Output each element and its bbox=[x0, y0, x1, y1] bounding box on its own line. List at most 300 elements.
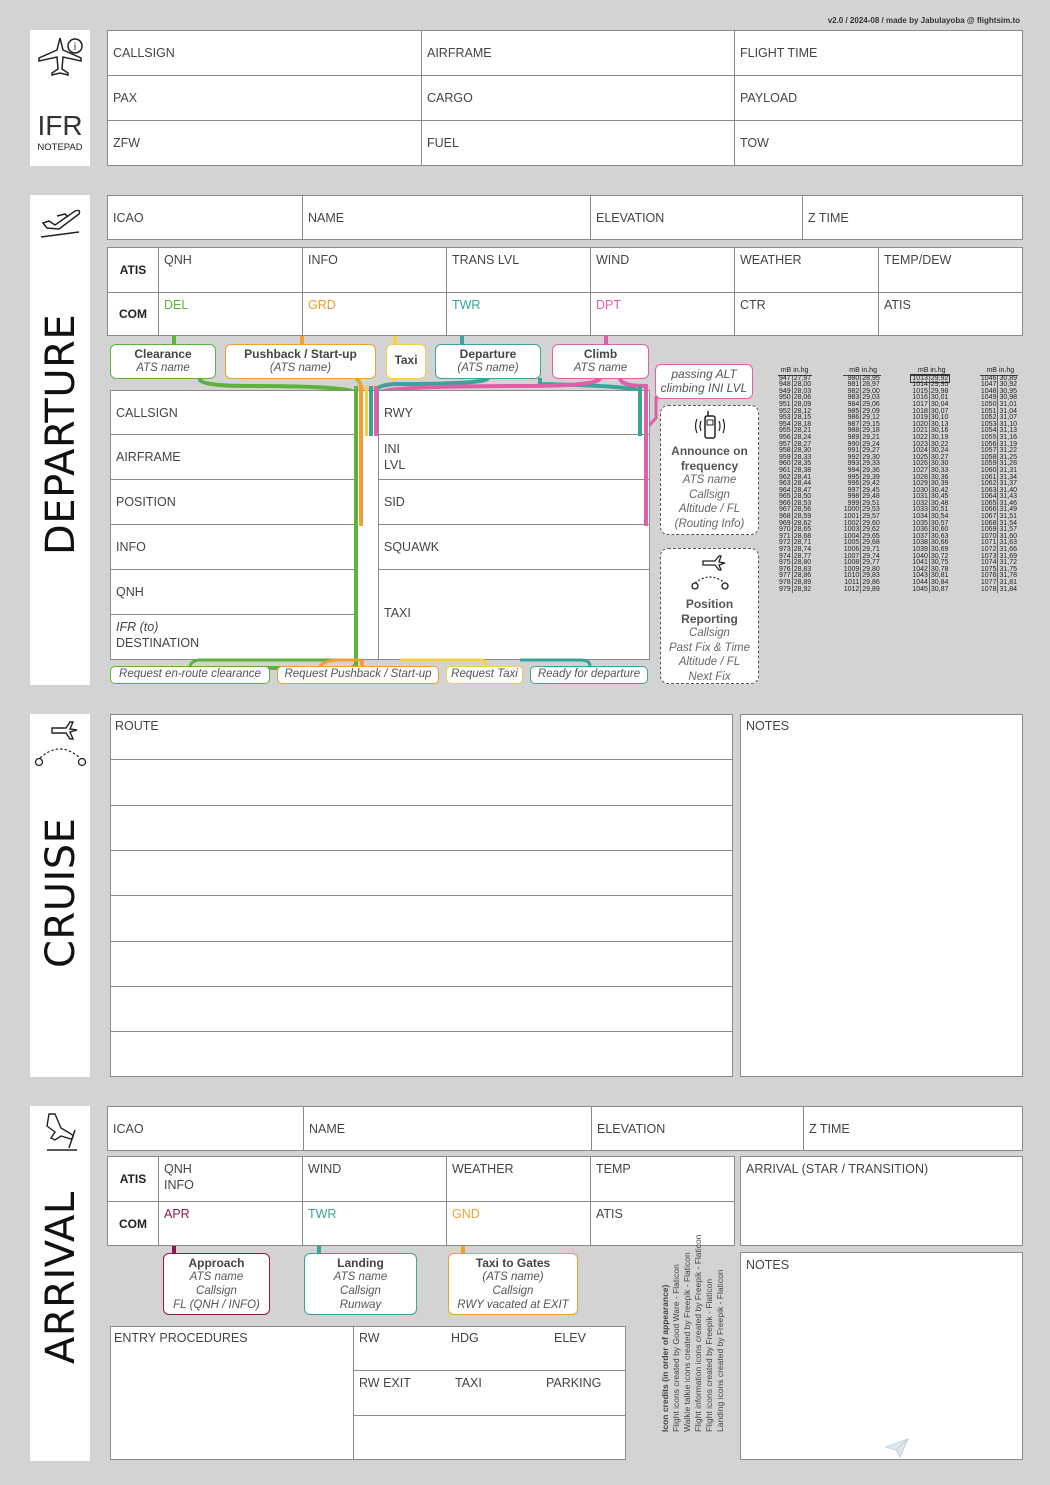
qnh-inhg-value: 31,19 bbox=[999, 440, 1017, 448]
qnh-mb-value: 1032 bbox=[912, 499, 928, 507]
qnh-mb-value: 1045 bbox=[912, 585, 928, 593]
qnh-row bbox=[778, 587, 812, 594]
qnh-mb-value: 1036 bbox=[912, 526, 928, 534]
qnh-inhg-value: 28,09 bbox=[793, 400, 812, 408]
pushback-tag bbox=[225, 344, 376, 379]
dep-temp-dew-field[interactable]: TEMP/DEW bbox=[878, 247, 1023, 293]
approach-tag-line1: ATS name bbox=[189, 1271, 244, 1283]
taxi-tag-title: Taxi bbox=[394, 353, 418, 367]
taxi-gates-tag-line3: RWY vacated at EXIT bbox=[457, 1299, 569, 1311]
callsign-field[interactable]: CALLSIGN bbox=[107, 30, 422, 76]
clr-info-field[interactable]: INFO bbox=[110, 524, 354, 570]
qnh-inhg-value: 30,98 bbox=[999, 394, 1017, 402]
arr-icao-field[interactable]: ICAO bbox=[107, 1106, 304, 1151]
qnh-mb-value: 985 bbox=[843, 409, 861, 416]
route-rule-line bbox=[110, 895, 733, 896]
qnh-inhg-value: 28,03 bbox=[793, 387, 812, 395]
qnh-inhg-value: 30,75 bbox=[930, 559, 949, 567]
qnh-mb-value: 1048 bbox=[980, 387, 997, 395]
qnh-mb-value: 1020 bbox=[912, 420, 928, 428]
qnh-mb-value: 1041 bbox=[912, 559, 928, 567]
dep-twr-freq-field[interactable]: TWR bbox=[446, 292, 591, 336]
qnh-mb-value: 996 bbox=[843, 481, 861, 488]
credits-line1: Flight icons created by Good Ware - Flaticon bbox=[671, 1264, 681, 1432]
qnh-inhg-value: 28,68 bbox=[793, 532, 812, 540]
qnh-mb-value: 1004 bbox=[843, 532, 860, 540]
qnh-inhg-value: 30,87 bbox=[930, 585, 949, 593]
payload-field[interactable]: PAYLOAD bbox=[734, 75, 1023, 121]
qnh-inhg-value: 30,04 bbox=[930, 400, 949, 408]
qnh-inhg-value: 30,78 bbox=[930, 565, 949, 573]
clr-airframe-field[interactable]: AIRFRAME bbox=[110, 434, 354, 480]
qnh-inhg-value: 30,60 bbox=[930, 526, 949, 534]
qnh-mb-value: 949 bbox=[779, 387, 791, 395]
dep-dpt-freq-field[interactable]: DPT bbox=[590, 292, 735, 336]
teal-line-right bbox=[638, 386, 642, 436]
qnh-mb-value: 1044 bbox=[912, 579, 928, 586]
arr-name-field[interactable]: NAME bbox=[303, 1106, 592, 1151]
qnh-inhg-value: 30,51 bbox=[930, 506, 949, 514]
qnh-inhg-value: 29,95 bbox=[930, 381, 949, 389]
arr-atis-freq-field[interactable]: ATIS bbox=[590, 1201, 735, 1246]
qnh-inhg-value: 28,86 bbox=[793, 572, 812, 580]
qnh-mb-value: 986 bbox=[843, 415, 861, 422]
qnh-mb-value: 1065 bbox=[980, 499, 997, 507]
orange-line bbox=[359, 386, 363, 526]
icon-credits bbox=[660, 1235, 726, 1432]
qnh-inhg-value: 31,07 bbox=[999, 414, 1017, 422]
dep-elevation-field[interactable]: ELEVATION bbox=[590, 195, 803, 240]
qnh-inhg-value: 30,42 bbox=[930, 486, 949, 494]
qnh-mb-value: 1026 bbox=[912, 460, 928, 468]
qnh-inhg-value: 28,59 bbox=[793, 513, 812, 521]
qnh-mb-value: 1000 bbox=[843, 506, 860, 514]
qnh-mb-value: 1003 bbox=[843, 526, 860, 534]
dep-atis-freq-field[interactable]: ATIS bbox=[878, 292, 1023, 336]
announce-line1: ATS name bbox=[682, 474, 737, 486]
qnh-inhg-value: 28,24 bbox=[793, 433, 812, 441]
qnh-inhg-value: 29,39 bbox=[862, 473, 880, 481]
paper-plane-icon bbox=[884, 1437, 910, 1459]
qnh-inhg-value: 29,03 bbox=[862, 394, 880, 402]
qnh-mb-value: 967 bbox=[779, 506, 791, 514]
qnh-mb-value: 989 bbox=[843, 435, 861, 442]
request-taxi: Request Taxi bbox=[446, 666, 523, 684]
qnh-mb-value: 1021 bbox=[912, 427, 928, 435]
qnh-inhg-value: 28,00 bbox=[793, 381, 812, 389]
qnh-inhg-value: 28,41 bbox=[793, 473, 812, 481]
qnh-inhg-value: 30,27 bbox=[930, 453, 949, 461]
announce-line4: (Routing Info) bbox=[674, 517, 745, 530]
qnh-inhg-value: 29,62 bbox=[862, 526, 880, 534]
qnh-inhg-value: 29,09 bbox=[862, 407, 880, 415]
qnh-mb-value: 1005 bbox=[843, 539, 860, 547]
qnh-inhg-value: 31,04 bbox=[999, 407, 1017, 415]
qnh-mb-value: 1028 bbox=[912, 473, 928, 481]
qnh-mb-value: 1009 bbox=[843, 565, 860, 573]
qnh-mb-value: 1061 bbox=[980, 473, 997, 481]
qnh-inhg-value: 31,13 bbox=[999, 427, 1017, 435]
qnh-mb-value: 980 bbox=[843, 375, 861, 382]
arrival-notes-label: NOTES bbox=[746, 1258, 790, 1272]
qnh-inhg-value: 29,15 bbox=[862, 420, 880, 428]
qnh-inhg-value: 29,42 bbox=[862, 480, 880, 488]
qnh-mb-value: 987 bbox=[843, 422, 861, 429]
dep-del-freq-field[interactable]: DEL bbox=[158, 292, 303, 336]
qnh-mb-value: 1071 bbox=[980, 539, 997, 547]
qnh-inhg-value: 29,86 bbox=[862, 579, 880, 586]
clr-ini-lvl-field[interactable] bbox=[378, 434, 650, 480]
qnh-inhg-value: 29,65 bbox=[862, 532, 880, 540]
arr-qnh-info-field[interactable] bbox=[158, 1156, 303, 1202]
qnh-inhg-value: 29,36 bbox=[862, 466, 880, 474]
dep-info-field[interactable]: INFO bbox=[302, 247, 447, 293]
qnh-mb-value: 1059 bbox=[980, 460, 997, 468]
qnh-inhg-value: 30,10 bbox=[930, 414, 949, 422]
route-rule-line bbox=[110, 941, 733, 942]
qnh-mb-value: 1023 bbox=[912, 440, 928, 448]
qnh-mb-value: 1057 bbox=[980, 447, 997, 455]
qnh-inhg-value: 31,49 bbox=[999, 506, 1017, 514]
qnh-table-column bbox=[980, 368, 1018, 593]
qnh-mb-value: 1064 bbox=[980, 493, 997, 501]
qnh-inhg-value: 28,27 bbox=[793, 440, 812, 448]
qnh-mb-value: 1040 bbox=[912, 552, 928, 560]
qnh-mb-value: 1025 bbox=[912, 453, 928, 461]
dep-icao-field[interactable]: ICAO bbox=[107, 195, 303, 240]
qnh-mb-value: 958 bbox=[779, 447, 791, 455]
route-rule-line bbox=[110, 1031, 733, 1032]
ifr-to-label: IFR (to) bbox=[116, 620, 159, 634]
climb-note bbox=[655, 364, 753, 399]
arr-ztime-field[interactable]: Z TIME bbox=[803, 1106, 1023, 1151]
qnh-mb-value: 999 bbox=[843, 501, 861, 508]
qnh-inhg-value: 29,45 bbox=[862, 486, 880, 494]
qnh-mb-value: 968 bbox=[779, 513, 791, 521]
qnh-mb-value: 1078 bbox=[980, 585, 997, 593]
qnh-mb-value: 1024 bbox=[912, 447, 928, 455]
arr-apr-freq-field[interactable]: APR bbox=[158, 1201, 303, 1246]
qnh-mb-value: 1066 bbox=[980, 506, 997, 514]
qnh-inhg-value: 29,80 bbox=[862, 565, 880, 573]
qnh-mb-value: 1019 bbox=[912, 414, 928, 422]
takeoff-icon bbox=[35, 201, 85, 241]
qnh-inhg-value: 31,34 bbox=[999, 473, 1017, 481]
approach-tag-line2: Callsign bbox=[196, 1285, 237, 1297]
cruise-notes-box[interactable] bbox=[740, 714, 1023, 1077]
clr-callsign-field[interactable]: CALLSIGN bbox=[110, 390, 354, 435]
pax-field[interactable]: PAX bbox=[107, 75, 422, 121]
credits-title: Icon credits (in order of appearance) bbox=[660, 1284, 670, 1432]
dep-trans-lvl-field[interactable]: TRANS LVL bbox=[446, 247, 591, 293]
qnh-mb-value: 1042 bbox=[912, 565, 928, 573]
qnh-inhg-value: 31,51 bbox=[999, 513, 1017, 521]
announce-title1: Announce on bbox=[671, 444, 748, 458]
qnh-inhg-value: 29,30 bbox=[862, 453, 880, 461]
clr-qnh-field[interactable]: QNH bbox=[110, 569, 354, 615]
qnh-mb-value: 984 bbox=[843, 402, 861, 409]
dep-qnh-field[interactable]: QNH bbox=[158, 247, 303, 293]
qnh-inhg-value: 30,69 bbox=[930, 546, 949, 554]
qnh-header-mb: mB bbox=[911, 368, 929, 375]
qnh-inhg-value: 29,18 bbox=[862, 427, 880, 435]
qnh-inhg-value: 29,74 bbox=[862, 552, 880, 560]
entry-procedures-box[interactable] bbox=[110, 1326, 626, 1460]
qnh-mb-value: 1073 bbox=[980, 552, 997, 560]
qnh-inhg-value: 30,33 bbox=[930, 466, 949, 474]
qnh-inhg-value: 28,47 bbox=[793, 486, 812, 494]
qnh-inhg-value: 28,33 bbox=[793, 453, 812, 461]
qnh-mb-value: 950 bbox=[779, 394, 791, 402]
qnh-mb-value: 993 bbox=[843, 461, 861, 468]
landing-tag-line2: Callsign bbox=[340, 1285, 381, 1297]
qnh-mb-value: 1077 bbox=[980, 579, 997, 586]
report-title1: Position bbox=[685, 597, 734, 611]
qnh-mb-value: 1050 bbox=[980, 400, 997, 408]
taxi-gates-tag-line2: Callsign bbox=[492, 1285, 534, 1297]
qnh-header-inhg: in.hg bbox=[998, 368, 1018, 375]
route-flight-icon bbox=[685, 553, 735, 597]
rw-label: RW bbox=[359, 1331, 380, 1345]
qnh-inhg-value: 31,43 bbox=[999, 493, 1017, 501]
qnh-inhg-value: 30,30 bbox=[930, 460, 949, 468]
qnh-mb-value: 981 bbox=[843, 382, 861, 389]
qnh-inhg-value: 31,37 bbox=[999, 480, 1017, 488]
qnh-mb-value: 966 bbox=[779, 499, 791, 507]
qnh-mb-value: 1012 bbox=[843, 585, 860, 593]
qnh-mb-value: 971 bbox=[779, 532, 791, 540]
arr-gnd-freq-field[interactable]: GND bbox=[446, 1201, 591, 1246]
qnh-inhg-value: 28,18 bbox=[793, 420, 812, 428]
qnh-inhg-value: 30,22 bbox=[930, 440, 949, 448]
qnh-mb-value: 955 bbox=[779, 427, 791, 435]
destination-label: DESTINATION bbox=[116, 636, 200, 650]
qnh-mb-value: 1072 bbox=[980, 546, 997, 554]
qnh-mb-value: 997 bbox=[843, 488, 861, 495]
lvl-label: LVL bbox=[384, 458, 406, 472]
qnh-inhg-value: 29,33 bbox=[862, 460, 880, 468]
dep-weather-field[interactable]: WEATHER bbox=[734, 247, 879, 293]
clr-position-field[interactable]: POSITION bbox=[110, 479, 354, 525]
qnh-mb-value: 1067 bbox=[980, 513, 997, 521]
qnh-inhg-value: 31,69 bbox=[999, 552, 1017, 560]
qnh-mb-value: 1068 bbox=[980, 519, 997, 527]
qnh-mb-value: 983 bbox=[843, 395, 861, 402]
ready-for-departure: Ready for departure bbox=[530, 666, 648, 684]
qnh-inhg-value: 29,48 bbox=[862, 493, 880, 501]
arr-twr-freq-field[interactable]: TWR bbox=[302, 1201, 447, 1246]
qnh-inhg-value: 30,92 bbox=[999, 381, 1017, 389]
qnh-conversion-table bbox=[778, 368, 1018, 593]
route-label: ROUTE bbox=[115, 719, 159, 733]
pink-line bbox=[374, 386, 378, 436]
arrival-notes-box[interactable] bbox=[740, 1252, 1023, 1460]
clr-squawk-field[interactable]: SQUAWK bbox=[378, 524, 650, 570]
qnh-mb-value: 951 bbox=[779, 400, 791, 408]
qnh-inhg-value: 31,84 bbox=[999, 585, 1017, 593]
arr-elevation-field[interactable]: ELEVATION bbox=[591, 1106, 804, 1151]
pink-line-right bbox=[644, 386, 648, 526]
qnh-inhg-value: 29,53 bbox=[862, 506, 880, 514]
svg-text:i: i bbox=[73, 42, 77, 53]
qnh-inhg-value: 29,71 bbox=[862, 546, 880, 554]
dep-grd-freq-field[interactable]: GRD bbox=[302, 292, 447, 336]
qnh-mb-value: 977 bbox=[779, 572, 791, 580]
credits-line2: Walkie talkie icons created by Freepik - Flaticon bbox=[682, 1252, 692, 1432]
qnh-mb-value: 1054 bbox=[980, 427, 997, 435]
qnh-mb-value: 956 bbox=[779, 433, 791, 441]
qnh-inhg-value: 28,65 bbox=[793, 526, 812, 534]
qnh-mb-value: 1056 bbox=[980, 440, 997, 448]
qnh-inhg-value: 30,63 bbox=[930, 532, 949, 540]
qnh-mb-value: 995 bbox=[843, 475, 861, 482]
credits-line5: Landing icons created by Freepik - Flaticon bbox=[715, 1269, 725, 1432]
cargo-field[interactable]: CARGO bbox=[421, 75, 735, 121]
route-rule-line bbox=[110, 850, 733, 851]
arr-wind-field[interactable]: WIND bbox=[302, 1156, 447, 1202]
arr-info-label: INFO bbox=[164, 1178, 194, 1192]
flight-icon bbox=[35, 36, 85, 80]
rw-exit-label: RW EXIT bbox=[359, 1376, 411, 1390]
qnh-mb-value: 959 bbox=[779, 453, 791, 461]
qnh-inhg-value: 28,50 bbox=[793, 493, 812, 501]
flight-time-field[interactable]: FLIGHT TIME bbox=[734, 30, 1023, 76]
report-line1: Callsign bbox=[689, 627, 730, 639]
qnh-table-column bbox=[911, 368, 949, 593]
qnh-inhg-value: 29,57 bbox=[862, 513, 880, 521]
qnh-mb-value: 1058 bbox=[980, 453, 997, 461]
qnh-inhg-value: 30,54 bbox=[930, 513, 949, 521]
clearance-tag-title: Clearance bbox=[134, 347, 192, 361]
qnh-inhg-value: 31,46 bbox=[999, 499, 1017, 507]
qnh-inhg-value: 29,51 bbox=[862, 499, 880, 507]
qnh-row bbox=[980, 587, 1018, 594]
notepad-label: NOTEPAD bbox=[37, 142, 83, 153]
qnh-mb-value: 1022 bbox=[912, 433, 928, 441]
qnh-inhg-value: 30,89 bbox=[999, 374, 1017, 382]
dep-ztime-field[interactable]: Z TIME bbox=[802, 195, 1023, 240]
qnh-mb-value: 1002 bbox=[843, 519, 860, 527]
announce-title2: frequency bbox=[680, 458, 739, 473]
qnh-inhg-value: 28,44 bbox=[793, 480, 812, 488]
hdg-label: HDG bbox=[451, 1331, 479, 1345]
rw-divider-h2 bbox=[353, 1415, 626, 1416]
ifr-label: IFR bbox=[37, 110, 83, 141]
qnh-mb-value: 973 bbox=[779, 546, 791, 554]
qnh-inhg-value: 31,66 bbox=[999, 546, 1017, 554]
arrival-side-panel bbox=[30, 1106, 90, 1461]
dep-name-field[interactable]: NAME bbox=[302, 195, 591, 240]
clearance-tag bbox=[110, 344, 216, 379]
qnh-inhg-value: 30,39 bbox=[930, 480, 949, 488]
qnh-mb-value: 1037 bbox=[912, 532, 928, 540]
yellow-line bbox=[365, 386, 368, 436]
qnh-inhg-value: 29,83 bbox=[862, 572, 880, 580]
airframe-field[interactable]: AIRFRAME bbox=[421, 30, 735, 76]
qnh-inhg-value: 31,78 bbox=[999, 572, 1017, 580]
qnh-inhg-value: 28,56 bbox=[793, 506, 812, 514]
qnh-mb-value: 1015 bbox=[912, 387, 928, 395]
qnh-table-column bbox=[778, 368, 812, 593]
qnh-inhg-value: 31,28 bbox=[999, 460, 1017, 468]
qnh-inhg-value: 31,81 bbox=[999, 579, 1017, 586]
departure-title: DEPARTURE bbox=[38, 313, 84, 555]
departure-tag-title: Departure bbox=[459, 347, 517, 361]
clr-sid-field[interactable]: SID bbox=[378, 479, 650, 525]
qnh-inhg-value: 29,21 bbox=[862, 433, 880, 441]
qnh-mb-value: 964 bbox=[779, 486, 791, 494]
qnh-inhg-value: 30,13 bbox=[930, 420, 949, 428]
qnh-inhg-value: 30,01 bbox=[930, 394, 949, 402]
qnh-inhg-value: 29,60 bbox=[862, 519, 880, 527]
qnh-inhg-value: 28,97 bbox=[862, 381, 880, 389]
qnh-inhg-value: 28,71 bbox=[793, 539, 812, 547]
report-line4: Next Fix bbox=[688, 670, 731, 683]
zfw-field[interactable]: ZFW bbox=[107, 120, 422, 166]
qnh-inhg-value: 31,16 bbox=[999, 433, 1017, 441]
qnh-inhg-value: 28,95 bbox=[862, 374, 880, 382]
qnh-mb-value: 1033 bbox=[912, 506, 928, 514]
qnh-mb-value: 963 bbox=[779, 480, 791, 488]
qnh-inhg-value: 28,74 bbox=[793, 546, 812, 554]
fuel-field[interactable]: FUEL bbox=[421, 120, 735, 166]
qnh-mb-value: 1063 bbox=[980, 486, 997, 494]
qnh-mb-value: 1070 bbox=[980, 532, 997, 540]
qnh-header-inhg: in.hg bbox=[792, 368, 812, 375]
qnh-inhg-value: 31,54 bbox=[999, 519, 1017, 527]
qnh-inhg-value: 30,84 bbox=[930, 579, 949, 586]
qnh-mb-value: 969 bbox=[779, 519, 791, 527]
arr-weather-field[interactable]: WEATHER bbox=[446, 1156, 591, 1202]
route-icon bbox=[32, 718, 88, 768]
dep-wind-field[interactable]: WIND bbox=[590, 247, 735, 293]
qnh-inhg-value: 28,53 bbox=[793, 499, 812, 507]
qnh-header-inhg: in.hg bbox=[861, 368, 881, 375]
announce-line2: Callsign bbox=[689, 488, 730, 501]
qnh-inhg-value: 31,63 bbox=[999, 539, 1017, 547]
climb-note-line2: climbing INI LVL bbox=[660, 381, 748, 395]
qnh-row bbox=[911, 587, 949, 594]
qnh-mb-value: 1011 bbox=[844, 579, 860, 586]
route-rule-line bbox=[110, 805, 733, 806]
clr-taxi-field[interactable]: TAXI bbox=[378, 569, 650, 660]
qnh-mb-value: 1046 bbox=[980, 374, 997, 382]
tow-field[interactable]: TOW bbox=[734, 120, 1023, 166]
landing-tag-line1: ATS name bbox=[333, 1271, 388, 1283]
clr-destination-field[interactable] bbox=[110, 614, 354, 660]
arr-temp-field[interactable]: TEMP bbox=[590, 1156, 735, 1202]
qnh-inhg-value: 30,36 bbox=[930, 473, 949, 481]
route-rule-line bbox=[110, 759, 733, 760]
cruise-title: CRUISE bbox=[38, 817, 84, 968]
qnh-mb-value: 1069 bbox=[980, 526, 997, 534]
dep-ctr-freq-field[interactable]: CTR bbox=[734, 292, 879, 336]
qnh-inhg-value: 28,62 bbox=[793, 519, 812, 527]
qnh-inhg-value: 30,48 bbox=[930, 499, 949, 507]
approach-tag bbox=[163, 1253, 270, 1315]
arr-star-field[interactable]: ARRIVAL (STAR / TRANSITION) bbox=[740, 1156, 1023, 1246]
departure-tag bbox=[435, 344, 541, 379]
qnh-inhg-value: 31,22 bbox=[999, 447, 1017, 455]
qnh-inhg-value: 29,89 bbox=[862, 585, 880, 593]
arr-qnh-label: QNH bbox=[164, 1162, 192, 1176]
clr-rwy-field[interactable]: RWY bbox=[378, 390, 650, 435]
qnh-mb-value: 960 bbox=[779, 460, 791, 468]
qnh-inhg-value: 29,92 bbox=[930, 374, 949, 382]
qnh-mb-value: 1053 bbox=[980, 420, 997, 428]
qnh-mb-value: 1001 bbox=[843, 513, 860, 521]
arr-com-label: COM bbox=[107, 1201, 159, 1246]
